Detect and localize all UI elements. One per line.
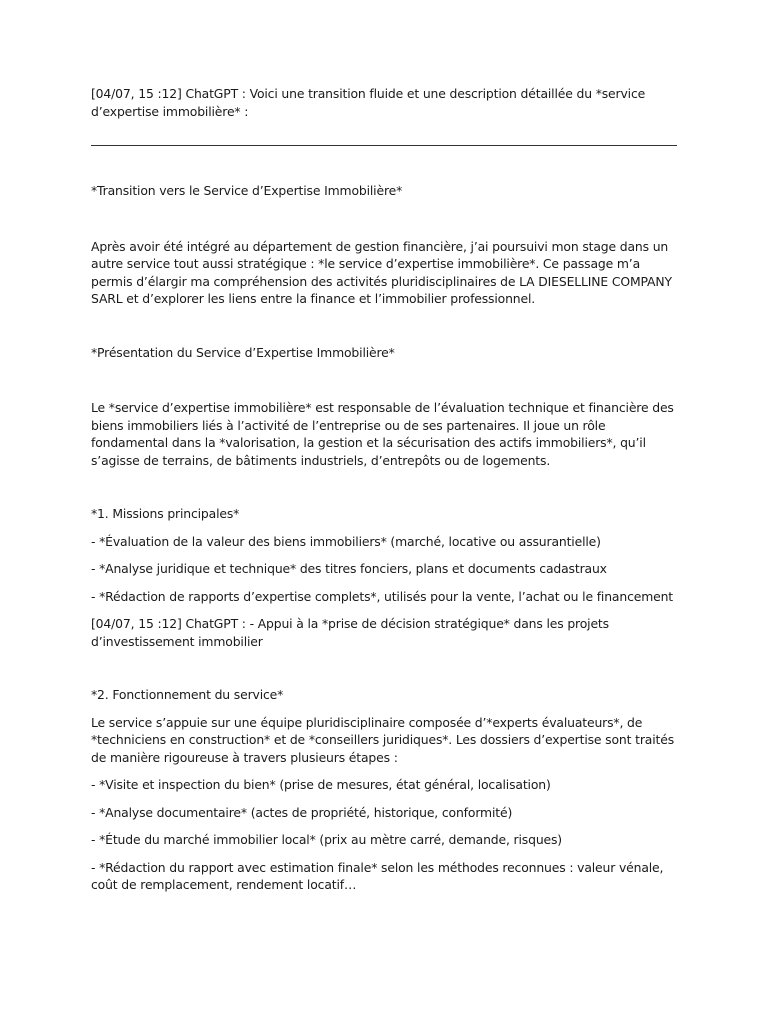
horizontal-rule	[91, 145, 677, 146]
missions-title: *1. Missions principales*	[91, 506, 240, 521]
mission-item: - *Analyse juridique et technique* des titres fonciers, plans et documents cadastraux	[91, 561, 607, 576]
section-presentation-title: *Présentation du Service d’Expertise Immobilière*	[91, 344, 395, 360]
step-item: - *Étude du marché immobilier local* (prix au mètre carré, demande, risques)	[91, 832, 562, 847]
step-item: - *Analyse documentaire* (actes de propriété, historique, conformité)	[91, 804, 513, 820]
functioning-title: *2. Fonctionnement du service*	[91, 687, 284, 702]
mission-item: - *Évaluation de la valeur des biens immobiliers* (marché, locative ou assurantielle)	[91, 533, 601, 549]
intro-paragraph: [04/07, 15 :12] ChatGPT : Voici une transition fluide et une description détaillée du *service d’expertise immobilière* :	[91, 86, 646, 119]
section-presentation-body: Le *service d’expertise immobilière* est responsable de l’évaluation technique et financière des biens immobiliers liés à l’activité de l’entreprise ou de ses partenaires. Il joue un rôle fondamental dans la *valorisation, la gestion et la sécurisation des actifs immobiliers*, qu’il s’agisse de terrains, de bâtiments industriels, d’entrepôts ou de logements.	[91, 400, 674, 468]
functioning-body: Le service s’appuie sur une équipe pluridisciplinaire composée d’*experts évaluateurs*, de *techniciens en construction* et de *conseillers juridiques*. Les dossiers d’expertise sont traités de manière rigoureuse à travers plusieurs étapes :	[91, 714, 674, 765]
document-body	[91, 85, 677, 894]
step-item: - *Rédaction du rapport avec estimation finale* selon les méthodes reconnues : valeur vénale, coût de remplacement, rendement locatif…	[91, 859, 664, 892]
section-transition-body: Après avoir été intégré au département de gestion financière, j’ai poursuivi mon stage dans un autre service tout aussi stratégique : *le service d’expertise immobilière*. Ce passage m’a permis d’élargir ma compréhension des activités pluridisciplinaires de LA DIESELLINE COMPANY SARL et d’explorer les liens entre la finance et l’immobilier professionnel.	[91, 238, 672, 306]
mission-item: [04/07, 15 :12] ChatGPT : - Appui à la *prise de décision stratégique* dans les projets d’investissement immobilier	[91, 616, 609, 649]
mission-item: - *Rédaction de rapports d’expertise complets*, utilisés pour la vente, l’achat ou le financement	[91, 588, 674, 604]
section-transition-title: *Transition vers le Service d’Expertise Immobilière*	[91, 183, 403, 198]
step-item: - *Visite et inspection du bien* (prise de mesures, état général, localisation)	[91, 777, 551, 792]
